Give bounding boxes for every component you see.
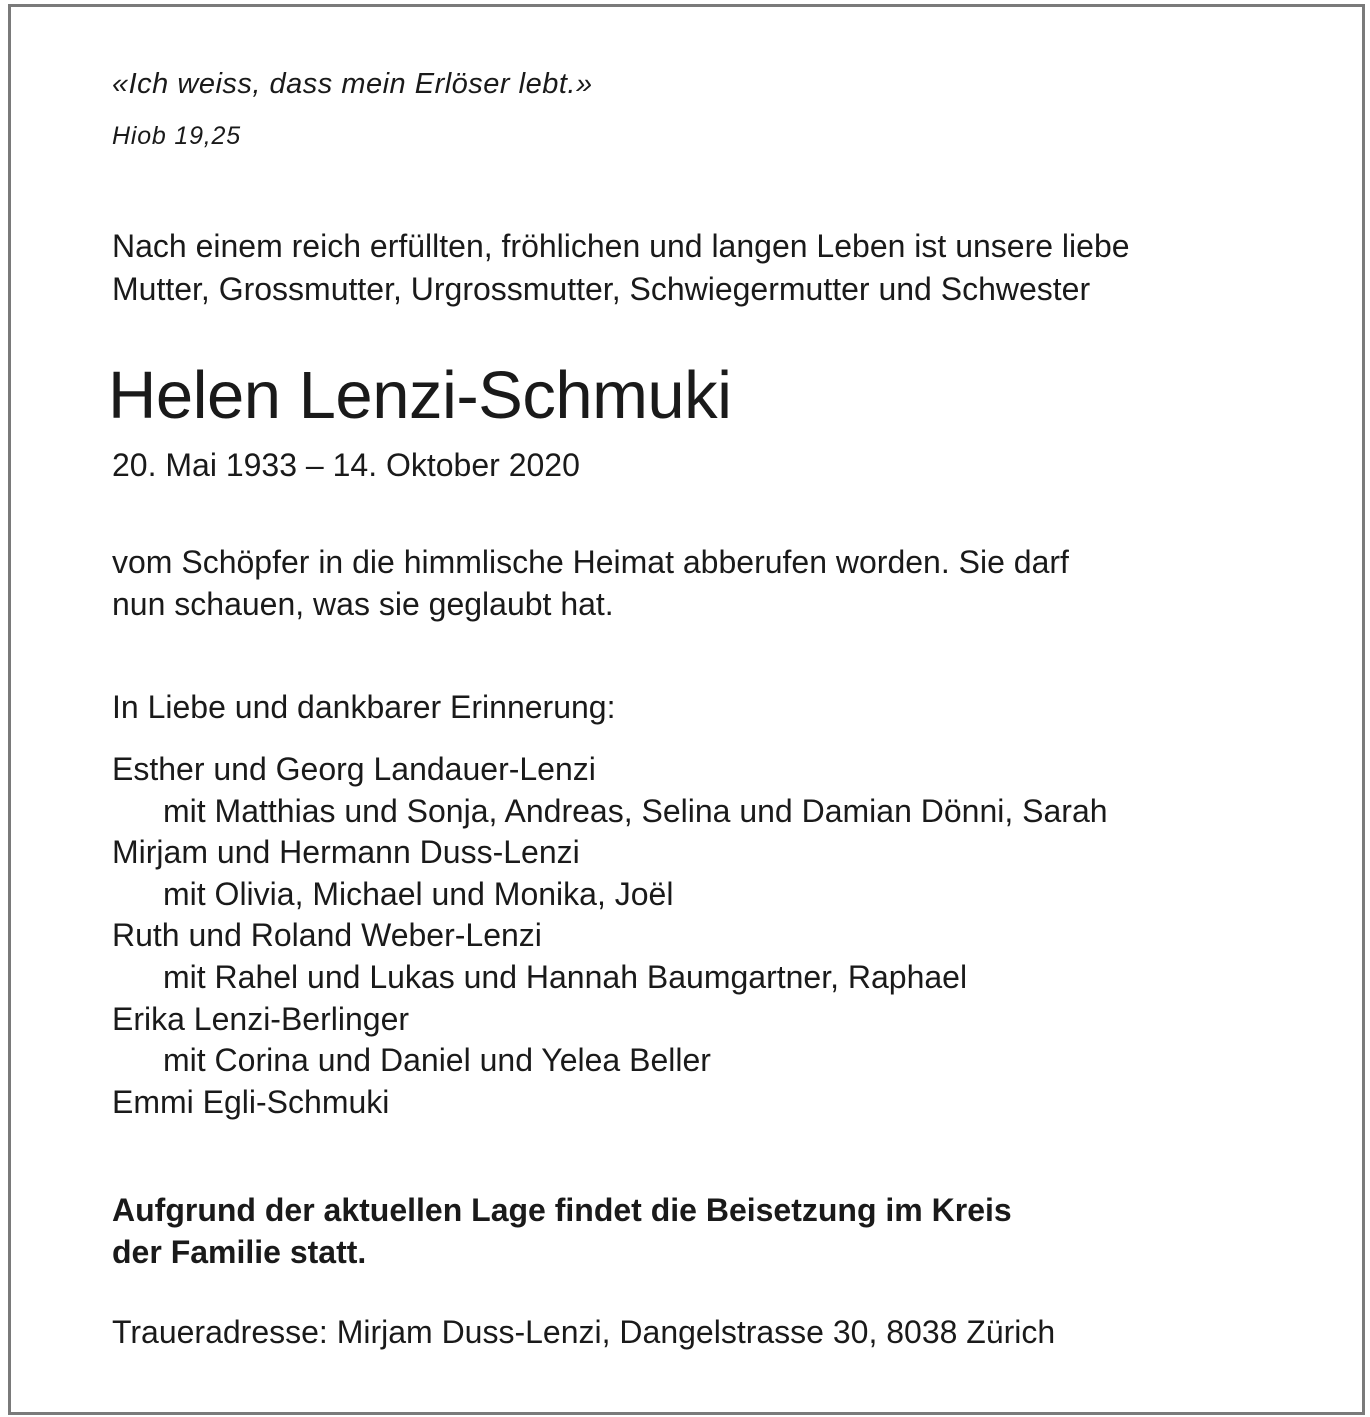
family-descendants: mit Matthias und Sonja, Andreas, Selina und Damian Dönni, Sarah: [163, 792, 1108, 829]
notice-line: der Familie statt.: [112, 1234, 367, 1270]
intro-line: Mutter, Grossmutter, Urgrossmutter, Schwiegermutter und Schwester: [112, 271, 1091, 307]
family-member: Esther und Georg Landauer-Lenzi: [112, 751, 596, 787]
called-line: nun schauen, was sie geglaubt hat.: [112, 586, 614, 622]
family-descendants: mit Corina und Daniel und Yelea Beller: [163, 1042, 711, 1079]
called-home-text: [112, 541, 1069, 625]
family-member: Emmi Egli-Schmuki: [112, 1083, 390, 1120]
burial-notice: [112, 1189, 1012, 1273]
family-descendants: mit Rahel und Lukas und Hannah Baumgartner, Raphael: [163, 958, 968, 995]
family-list: [112, 749, 1108, 1123]
notice-line: Aufgrund der aktuellen Lage findet die Beisetzung im Kreis: [112, 1192, 1012, 1228]
memory-heading: In Liebe und dankbarer Erinnerung:: [112, 689, 616, 725]
life-dates: 20. Mai 1933 – 14. Oktober 2020: [112, 447, 580, 483]
mourning-address: Traueradresse: Mirjam Duss-Lenzi, Dangelstrasse 30, 8038 Zürich: [112, 1314, 1056, 1350]
family-descendants: mit Olivia, Michael und Monika, Joël: [163, 875, 674, 912]
called-line: vom Schöpfer in die himmlische Heimat abberufen worden. Sie darf: [112, 544, 1069, 580]
bible-reference: Hiob 19,25: [112, 122, 241, 150]
deceased-name: Helen Lenzi-Schmuki: [108, 358, 732, 433]
bible-quote: «Ich weiss, dass mein Erlöser lebt.»: [112, 68, 593, 100]
family-member: Ruth und Roland Weber-Lenzi: [112, 917, 542, 954]
family-member: Mirjam und Hermann Duss-Lenzi: [112, 834, 580, 871]
intro-line: Nach einem reich erfüllten, fröhlichen und langen Leben ist unsere liebe: [112, 228, 1130, 264]
family-member: Erika Lenzi-Berlinger: [112, 1000, 410, 1037]
intro-text: [112, 225, 1130, 311]
